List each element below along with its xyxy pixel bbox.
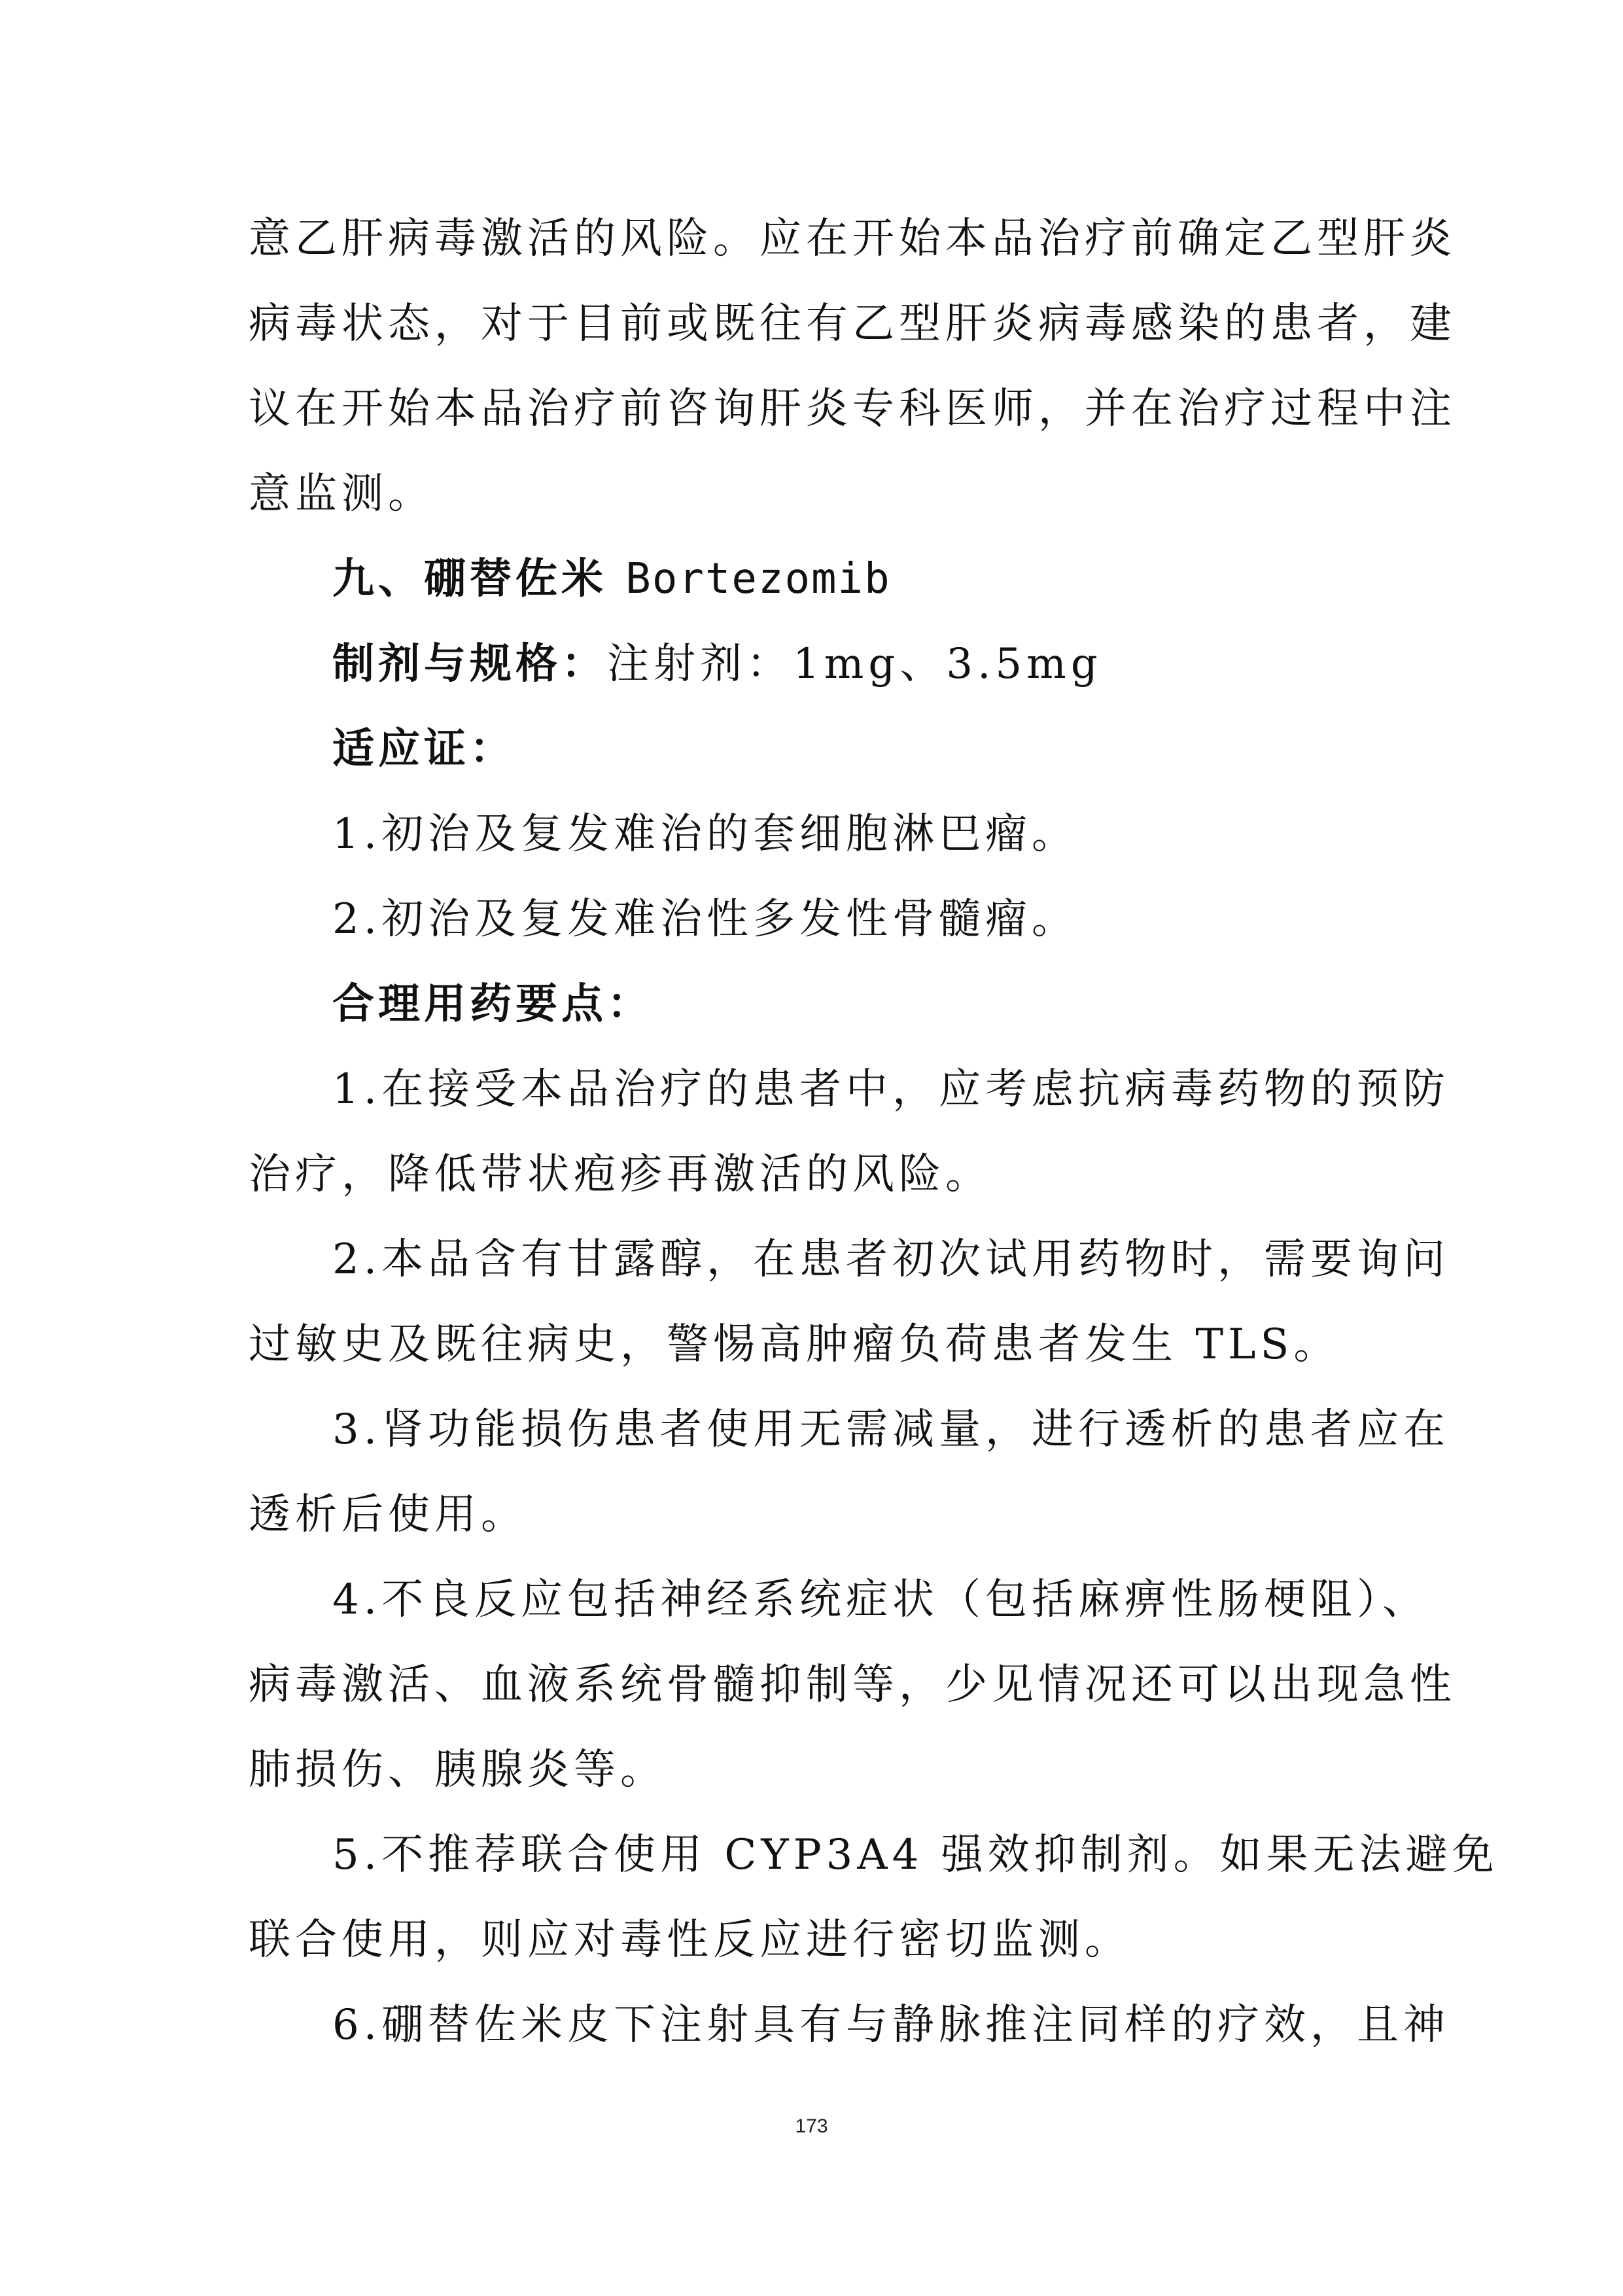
indications-heading: 适应证： — [332, 725, 515, 773]
rational-use-line: 透析后使用。 — [249, 1491, 527, 1539]
rational-use-line: 病毒激活、血液系统骨髓抑制等，少见情况还可以出现急性 — [249, 1661, 1456, 1709]
body-line: 意监测。 — [249, 470, 434, 518]
rational-use-line: 3.肾功能损伤患者使用无需减量，进行透析的患者应在 — [332, 1405, 1450, 1454]
section-title — [332, 553, 1380, 605]
rational-use-line: 过敏史及既往病史，警惕高肿瘤负荷患者发生 TLS。 — [249, 1320, 1340, 1369]
body-line: 病毒状态，对于目前或既往有乙型肝炎病毒感染的患者，建 — [249, 300, 1456, 348]
indication-item: 1.初治及复发难治的套细胞淋巴瘤。 — [332, 810, 1079, 858]
rational-use-line: 1.在接受本品治疗的患者中，应考虑抗病毒药物的预防 — [332, 1065, 1450, 1114]
section-title-en: Bortezomib — [625, 555, 891, 603]
rational-use-line: 5.不推荐联合使用 CYP3A4 强效抑制剂。如果无法避免 — [332, 1831, 1499, 1879]
rational-use-heading: 合理用药要点： — [332, 980, 653, 1029]
formulation-value: 注射剂：1mg、3.5mg — [607, 640, 1102, 688]
page-number: 173 — [795, 2115, 828, 2137]
rational-use-line: 肺损伤、胰腺炎等。 — [249, 1746, 667, 1794]
body-line: 意乙肝病毒激活的风险。应在开始本品治疗前确定乙型肝炎 — [249, 215, 1456, 263]
rational-use-line: 联合使用，则应对毒性反应进行密切监测。 — [249, 1916, 1131, 1964]
rational-use-line: 6.硼替佐米皮下注射具有与静脉推注同样的疗效，且神 — [332, 2001, 1450, 2049]
formulation-label: 制剂与规格： — [332, 640, 607, 688]
rational-use-line: 4.不良反应包括神经系统症状（包括麻痹性肠梗阻）、 — [332, 1576, 1429, 1624]
indication-item: 2.初治及复发难治性多发性骨髓瘤。 — [332, 895, 1079, 944]
section-title-cn: 九、硼替佐米 — [332, 555, 607, 603]
rational-use-line: 治疗，降低带状疱疹再激活的风险。 — [249, 1150, 992, 1199]
formulation-line — [332, 638, 1380, 690]
rational-use-line: 2.本品含有甘露醇，在患者初次试用药物时，需要询问 — [332, 1235, 1450, 1284]
body-line: 议在开始本品治疗前咨询肝炎专科医师，并在治疗过程中注 — [249, 385, 1456, 433]
